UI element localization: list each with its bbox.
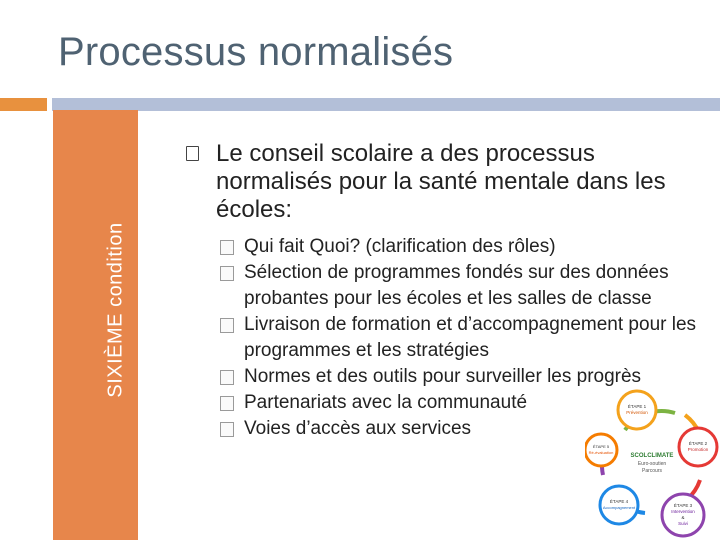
node-5-line-1: ÉTAPE 5 bbox=[592, 444, 610, 449]
node-4-line-2: Accompagnement bbox=[602, 505, 636, 510]
sub-bullet-text: Partenariats avec la communauté bbox=[244, 392, 528, 413]
node-3-line-3: & bbox=[681, 515, 685, 520]
sub-bullet bbox=[182, 234, 702, 260]
sub-bullet-text: Qui fait Quoi? (clarification des rôles) bbox=[244, 236, 556, 257]
bullet-box-icon bbox=[186, 146, 199, 161]
checkbox-icon bbox=[220, 370, 234, 385]
main-bullet bbox=[182, 140, 702, 224]
node-2-line-1: ÉTAPE 2 bbox=[688, 441, 708, 446]
node-4-line-1: ÉTAPE 4 bbox=[609, 499, 629, 504]
checkbox-icon bbox=[220, 266, 234, 281]
title-accent-blue bbox=[52, 98, 720, 111]
node-3-line-1: ÉTAPE 3 bbox=[673, 503, 693, 508]
node-5-line-2: Ré-évaluation bbox=[588, 450, 614, 455]
sub-bullet bbox=[182, 260, 702, 312]
checkbox-icon bbox=[220, 240, 234, 255]
diagram-node bbox=[585, 434, 617, 466]
node-3-line-4: Suivi bbox=[678, 521, 688, 526]
title-accent-orange bbox=[0, 98, 47, 111]
diagram-node bbox=[600, 486, 638, 524]
center-line-1: SCOLCLIMATE bbox=[630, 453, 674, 459]
slide-title: Processus normalisés bbox=[58, 30, 454, 74]
sub-bullet-text: Sélection de programmes fondés sur des données probantes pour les écoles et les salles de classe bbox=[244, 262, 669, 309]
center-line-2: Euro-soutien bbox=[637, 461, 667, 467]
school-climate-cycle-diagram bbox=[585, 385, 720, 540]
diagram-node bbox=[618, 391, 656, 429]
diagram-node bbox=[679, 428, 717, 466]
sub-bullet-text: Livraison de formation et d’accompagnement pour les programmes et les stratégies bbox=[244, 314, 697, 361]
checkbox-icon bbox=[220, 422, 234, 437]
center-line-3: Parcours bbox=[641, 468, 663, 474]
node-1-line-2: Prévention bbox=[626, 410, 648, 415]
sub-bullet-text: Normes et des outils pour surveiller les progrès bbox=[244, 366, 642, 387]
node-2-line-2: Promotion bbox=[687, 447, 709, 452]
node-1-line-1: ÉTAPE 1 bbox=[627, 404, 647, 409]
main-bullet-text: Le conseil scolaire a des processus normalisés pour la santé mentale dans les écoles: bbox=[216, 140, 666, 223]
checkbox-icon bbox=[220, 396, 234, 411]
sub-bullet-text: Voies d’accès aux services bbox=[244, 418, 472, 439]
diagram-node bbox=[662, 494, 704, 536]
center-label bbox=[631, 453, 674, 474]
node-3-line-2: Intervention bbox=[671, 509, 695, 514]
side-label-text: SIXIÈME condition bbox=[104, 222, 127, 398]
checkbox-icon bbox=[220, 318, 234, 333]
sub-bullet bbox=[182, 312, 702, 364]
